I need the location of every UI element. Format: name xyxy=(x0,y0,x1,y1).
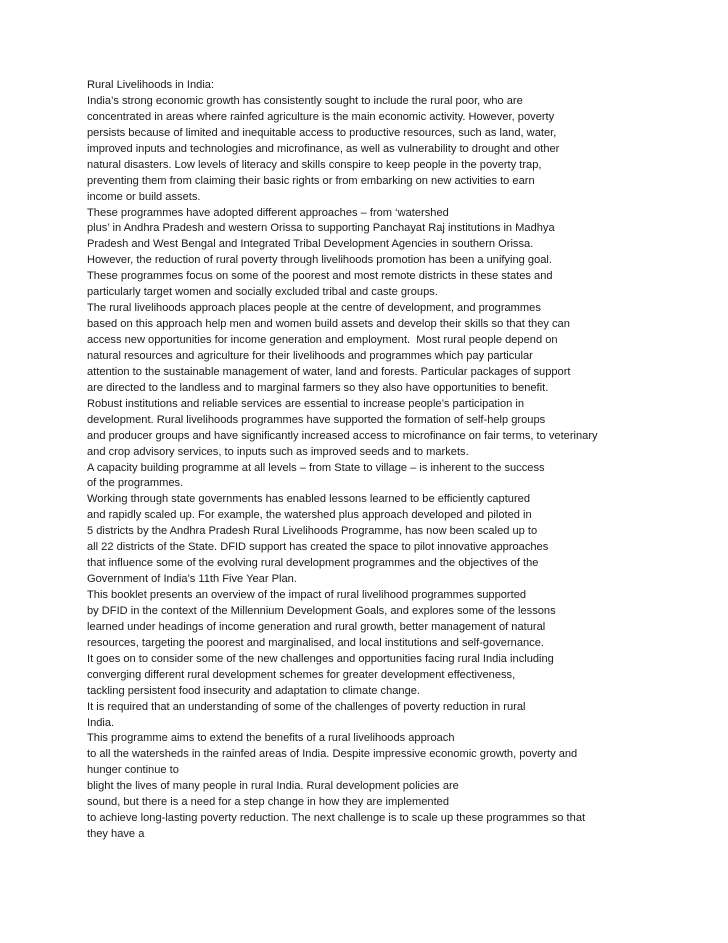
text-line: A capacity building programme at all levels – from State to village – is inherent to the success xyxy=(87,461,545,474)
text-line: converging different rural development schemes for greater development effectiveness, xyxy=(87,668,516,681)
text-line: of the programmes. xyxy=(87,477,184,490)
text-line: to achieve long-lasting poverty reduction. The next challenge is to scale up these programmes so that xyxy=(87,812,586,825)
text-line: tackling persistent food insecurity and adaptation to climate change. xyxy=(87,684,421,697)
text-line: and rapidly scaled up. For example, the watershed plus approach developed and piloted in xyxy=(87,509,532,522)
text-line: concentrated in areas where rainfed agriculture is the main economic activity. However, poverty xyxy=(87,110,555,123)
text-line: particularly target women and socially excluded tribal and caste groups. xyxy=(87,286,438,299)
text-line: These programmes have adopted different approaches – from ‘watershed xyxy=(87,206,449,219)
text-line: 5 districts by the Andhra Pradesh Rural Livelihoods Programme, has now been scaled up to xyxy=(87,525,538,538)
text-line: It is required that an understanding of some of the challenges of poverty reduction in rural xyxy=(87,700,526,713)
text-line: income or build assets. xyxy=(87,190,201,203)
text-line: hunger continue to xyxy=(87,764,179,777)
text-line: persists because of limited and inequitable access to productive resources, such as land, water, xyxy=(87,126,557,139)
text-line: based on this approach help men and women build assets and develop their skills so that they can xyxy=(87,318,570,331)
text-line: Robust institutions and reliable services are essential to increase people’s participation in xyxy=(87,397,525,410)
text-line: that influence some of the evolving rural development programmes and the objectives of the xyxy=(87,557,539,570)
text-line: This programme aims to extend the benefits of a rural livelihoods approach xyxy=(87,732,455,745)
text-line: The rural livelihoods approach places people at the centre of development, and programmes xyxy=(87,302,541,315)
text-line: plus’ in Andhra Pradesh and western Orissa to supporting Panchayat Raj institutions in Madhya xyxy=(87,222,555,235)
text-line: and producer groups and have significantly increased access to microfinance on fair terms, to veterinary xyxy=(87,429,598,442)
text-line: to all the watersheds in the rainfed areas of India. Despite impressive economic growth, poverty and xyxy=(87,748,578,761)
text-line: Pradesh and West Bengal and Integrated Tribal Development Agencies in southern Orissa. xyxy=(87,238,534,251)
text-line: India. xyxy=(87,716,115,729)
text-line: all 22 districts of the State. DFID support has created the space to pilot innovative approaches xyxy=(87,541,549,554)
text-line: natural disasters. Low levels of literacy and skills conspire to keep people in the poverty trap, xyxy=(87,158,542,171)
text-line: Government of India’s 11th Five Year Plan. xyxy=(87,573,297,586)
text-line: This booklet presents an overview of the impact of rural livelihood programmes supported xyxy=(87,589,527,601)
document-heading: Rural Livelihoods in India: xyxy=(87,79,215,91)
text-line: attention to the sustainable management of water, land and forests. Particular packages of support xyxy=(87,365,571,378)
text-line: resources, targeting the poorest and marginalised, and local institutions and self-governance. xyxy=(87,636,544,649)
text-line: Working through state governments has enabled lessons learned to be efficiently captured xyxy=(87,493,530,506)
text-line: It goes on to consider some of the new challenges and opportunities facing rural India including xyxy=(87,652,554,665)
text-line: development. Rural livelihoods programmes have supported the formation of self-help groups xyxy=(87,413,546,426)
text-line: improved inputs and technologies and microfinance, as well as vulnerability to drought and other xyxy=(87,142,560,155)
text-line: However, the reduction of rural poverty through livelihoods promotion has been a unifying goal. xyxy=(87,254,552,267)
text-line: they have a xyxy=(87,828,145,841)
text-line: These programmes focus on some of the poorest and most remote districts in these states and xyxy=(87,270,553,283)
text-line: learned under headings of income generation and rural growth, better management of natural xyxy=(87,620,546,633)
text-line: natural resources and agriculture for their livelihoods and programmes which pay particular xyxy=(87,349,533,362)
text-line: sound, but there is a need for a step change in how they are implemented xyxy=(87,796,450,809)
text-line: India’s strong economic growth has consistently sought to include the rural poor, who are xyxy=(87,94,523,107)
document-body xyxy=(87,78,647,843)
text-line: are directed to the landless and to marginal farmers so they also have opportunities to benefit. xyxy=(87,381,549,394)
text-line: by DFID in the context of the Millennium Development Goals, and explores some of the lessons xyxy=(87,604,556,617)
text-line: access new opportunities for income generation and employment. Most rural people depend on xyxy=(87,334,558,346)
text-line: and crop advisory services, to inputs such as improved seeds and to markets. xyxy=(87,445,469,458)
text-line: preventing them from claiming their basic rights or from embarking on new activities to earn xyxy=(87,174,535,187)
text-line: blight the lives of many people in rural India. Rural development policies are xyxy=(87,780,459,793)
